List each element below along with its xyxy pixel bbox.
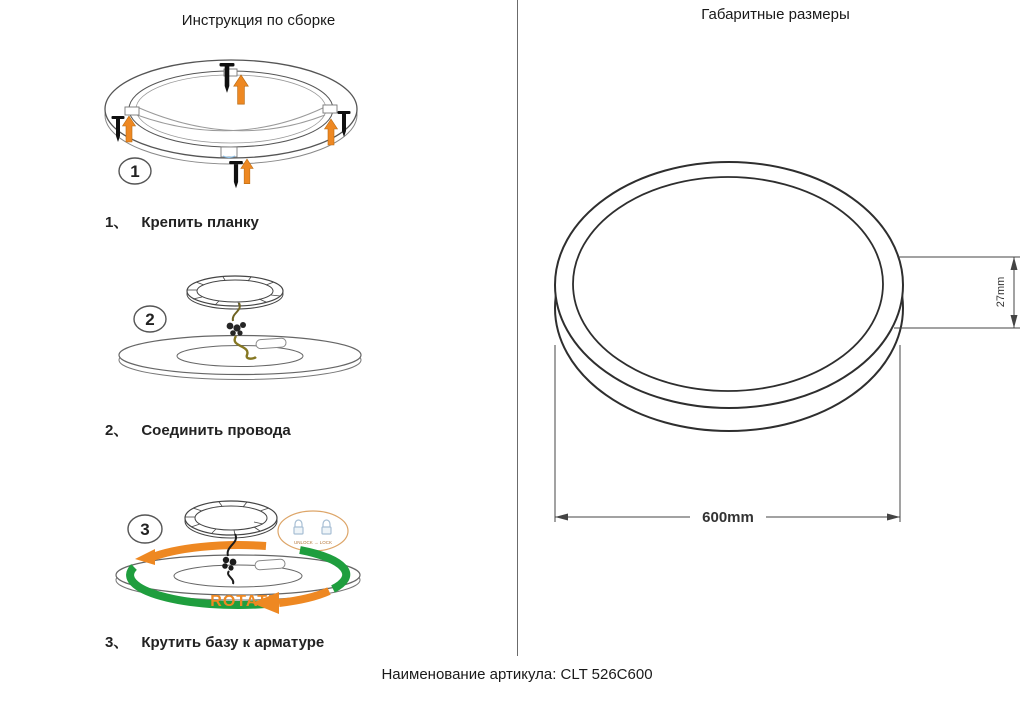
step1-number: 1、 [105, 214, 129, 231]
step3-illustration [95, 475, 395, 640]
step1-illustration [95, 55, 375, 215]
base-plate [119, 336, 361, 380]
step1-text: Крепить планку [141, 214, 259, 231]
rotate-label: ROTATE [210, 593, 280, 610]
lamp-body [555, 162, 903, 431]
width-dimension-label: 600mm [702, 509, 754, 526]
wire-connector [227, 322, 246, 336]
step3-text: Крутить базу к арматуре [141, 634, 325, 651]
step2-text: Соединить провода [141, 422, 291, 439]
fixture-ring [185, 501, 277, 538]
step2-illustration [110, 255, 370, 385]
key-slot [256, 338, 287, 349]
step3-number: 3、 [105, 634, 129, 651]
lock-hint-bubble [278, 511, 348, 551]
step1-badge [119, 158, 151, 184]
step2-badge [134, 306, 166, 332]
mounting-ring [105, 60, 357, 164]
step3-caption [105, 631, 324, 652]
screw-icon [229, 161, 243, 188]
lock-hint-text: UNLOCK → LOCK [293, 540, 333, 545]
svg-text:3: 3 [140, 520, 150, 539]
key-slot [255, 559, 286, 570]
svg-text:2: 2 [145, 310, 155, 329]
fixture-ring [187, 276, 283, 309]
panel-divider [517, 0, 518, 656]
step2-number: 2、 [105, 422, 129, 439]
step1-caption [105, 211, 259, 232]
step3-badge [128, 515, 162, 543]
dimensions-drawing [540, 40, 1034, 600]
article-name: Наименование артикула: CLT 526C600 [381, 666, 653, 683]
height-dimension-label: 27mm [995, 276, 1007, 308]
left-panel-title: Инструкция по сборке [181, 12, 336, 29]
step2-caption [105, 419, 291, 440]
right-panel-title: Габаритные размеры [701, 6, 850, 23]
svg-text:1: 1 [130, 162, 140, 181]
